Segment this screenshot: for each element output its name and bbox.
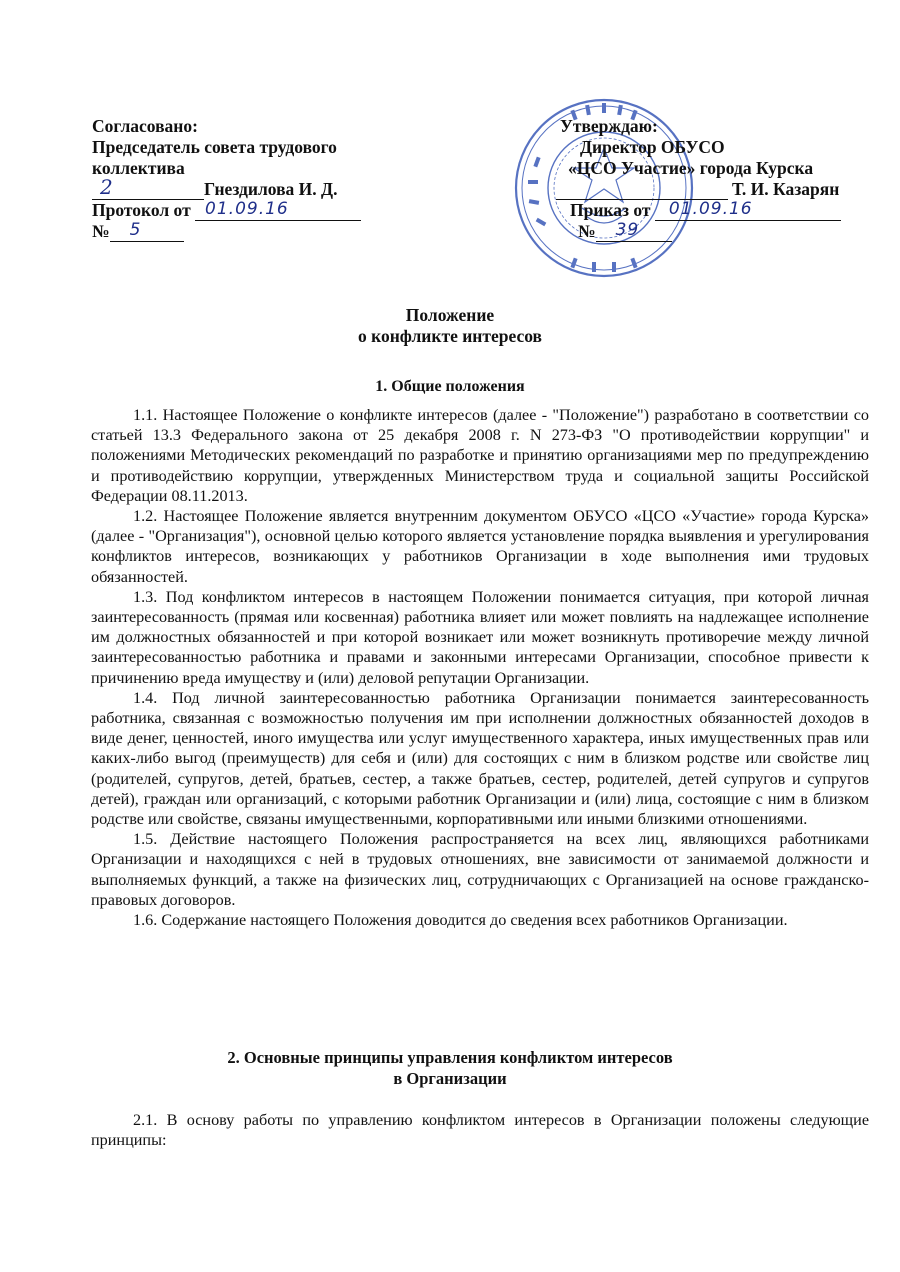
order-label: Приказ от [570, 200, 651, 220]
protocol-label: Протокол от [92, 200, 191, 220]
protocol-number-label: № [92, 221, 110, 241]
paragraph-1-2: 1.2. Настоящее Положение является внутренним документом ОБУСО «ЦСО «Участие» города Курска» (далее - "Организация"), основной целью которого является установление порядка выявления и урегулирования конфликтов интересов, возникающих у работников Организации в ходе выполнения ими трудовых обязанностей. [91, 507, 869, 586]
order-number-blank [596, 220, 672, 242]
document-title: Положение [405, 305, 495, 325]
director-signature-blank [556, 181, 728, 200]
agreed-heading: Согласовано: [92, 116, 198, 136]
chair-signature: 2 [100, 175, 113, 199]
director-position: Директор ОБУСО [580, 137, 725, 157]
protocol-number-blank [110, 220, 184, 242]
agreed-block [92, 116, 422, 242]
order-line [556, 200, 876, 221]
council-chair-position-cont: коллектива [92, 158, 185, 178]
section-1-body [91, 405, 869, 930]
paragraph-1-6: 1.6. Содержание настоящего Положения доводится до сведения всех работников Организации. [133, 911, 788, 930]
protocol-number-line [92, 221, 422, 242]
order-date-blank [655, 199, 841, 221]
approved-heading: Утверждаю: [560, 116, 658, 136]
order-date: 01.09.16 [668, 199, 753, 219]
director-name: Т. И. Казарян [732, 179, 840, 199]
protocol-number: 5 [129, 220, 142, 240]
council-chair-position: Председатель совета трудового [92, 137, 337, 157]
document-subtitle: о конфликте интересов [358, 326, 542, 346]
order-number: 39 [615, 220, 640, 240]
section-1-heading: 1. Общие положения [375, 378, 525, 395]
paragraph-1-1: 1.1. Настоящее Положение о конфликте интересов (далее - "Положение") разработано в соответствии со статьей 13.3 Федерального закона от 25 декабря 2008 г. N 273-ФЗ "О противодействии коррупции" и положениями Методических рекомендаций по разработке и принятию организациями мер по предупреждению и противодействию коррупции, утвержденных Министерством труда и социальной защиты Российской Федерации 08.11.2013. [91, 406, 869, 505]
protocol-date: 01.09.16 [205, 199, 289, 219]
section-2-heading-line1: 2. Основные принципы управления конфликтом интересов [227, 1048, 673, 1067]
paragraph-1-3: 1.3. Под конфликтом интересов в настоящем Положении понимается ситуация, при которой личная заинтересованность (прямая или косвенная) работника влияет или может повлиять на надлежащее исполнение им должностных обязанностей и при которой возникает или может возникнуть противоречие между личной заинтересованностью работника и правами и законными интересами Организации, способное привести к причинению вреда имуществу и (или) деловой репутации Организации. [91, 587, 869, 687]
order-number-line [556, 221, 876, 242]
director-signature-line [556, 179, 876, 200]
section-2-body [91, 1110, 869, 1150]
protocol-date-blank [195, 199, 361, 221]
paragraph-1-5: 1.5. Действие настоящего Положения распространяется на всех лиц, являющихся работниками Организации и находящихся с ней в трудовых отношениях, вне зависимости от занимаемой должности и выполняемых функций, а также на физических лиц, сотрудничающих с Организацией на основе гражданско-правовых договоров. [91, 830, 869, 909]
approved-block [556, 116, 876, 242]
order-number-label: № [578, 221, 596, 241]
section-2-heading-line2: в Организации [393, 1069, 507, 1088]
chair-signature-line [92, 175, 422, 200]
director-position-cont: «ЦСО Участие» города Курска [568, 158, 814, 178]
protocol-line [92, 200, 422, 221]
chair-signature-blank [92, 175, 204, 200]
chair-name: Гнездилова И. Д. [204, 179, 338, 199]
paragraph-2-1: 2.1. В основу работы по управлению конфликтом интересов в Организации положены следующие принципы: [91, 1111, 869, 1150]
paragraph-1-4: 1.4. Под личной заинтересованностью работника Организации понимается заинтересованность работника, связанная с возможностью получения им при исполнении должностных обязанностей доходов в виде денег, ценностей, иного имущества или услуг имущественного характера, иных имущественных прав или каких-либо выгод (преимуществ) для себя и (или) для состоящих с ним в близком родстве или свойстве лиц (родителей, супругов, детей, братьев, сестер, а также братьев, сестер, родителей, детей супругов и супругов детей), граждан или организаций, с которыми работник Организации и (или) лица, состоящие с ним в близком родстве или свойстве, связаны имущественными, корпоративными или иными близкими отношениями. [91, 688, 869, 829]
section-2-heading [0, 1047, 900, 1089]
